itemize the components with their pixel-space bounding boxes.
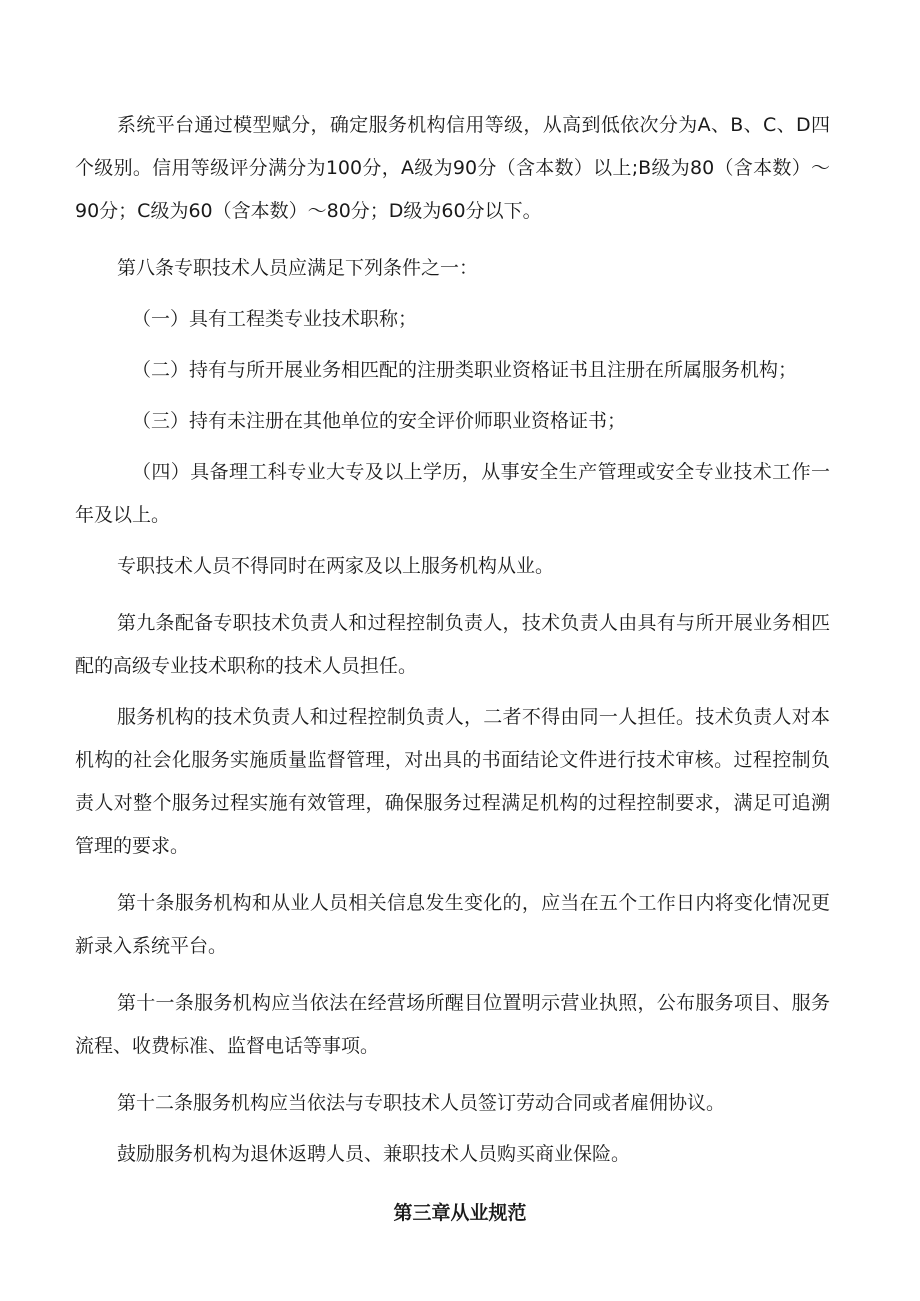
paragraph-insurance: 鼓励服务机构为退休返聘人员、兼职技术人员购买商业保险。 [117,1143,631,1165]
paragraph-no-dual-employment: 专职技术人员不得同时在两家及以上服务机构从业。 [117,555,555,577]
list-item-condition-2: （二）持有与所开展业务相匹配的注册类职业资格证书且注册在所属服务机构； [132,359,798,381]
list-item-condition-3: （三）持有未注册在其他单位的安全评价师职业资格证书； [132,410,627,432]
paragraph-article-11: 第十一条服务机构应当依法在经营场所醒目位置明示营业执照，公布服务项目、服务流程、收费标准、监督电话等事项。 [75,992,830,1057]
paragraph-article-9: 第九条配备专职技术负责人和过程控制负责人，技术负责人由具有与所开展业务相匹配的高级专业技术职称的技术人员担任。 [75,612,830,677]
chapter-heading: 第三章从业规范 [393,1202,527,1224]
list-item-condition-4: （四）具备理工科专业大专及以上学历，从事安全生产管理或安全专业技术工作一年及以上。 [75,461,830,526]
list-item-condition-1: （一）具有工程类专业技术职称； [132,308,418,330]
paragraph-article-12: 第十二条服务机构应当依法与专职技术人员签订劳动合同或者雇佣协议。 [117,1092,726,1114]
paragraph-credit-levels: 系统平台通过模型赋分，确定服务机构信用等级，从高到低依次分为A、B、C、D四个级别。信用等级评分满分为100分，A级为90分（含本数）以上;B级为80（含本数）〜90分；C级为60（含本数）〜80分；D级为60分以下。 [75,114,830,222]
paragraph-article-10: 第十条服务机构和从业人员相关信息发生变化的，应当在五个工作日内将变化情况更新录入系统平台。 [75,892,830,957]
paragraph-technical-lead: 服务机构的技术负责人和过程控制负责人，二者不得由同一人担任。技术负责人对本机构的社会化服务实施质量监督管理，对出具的书面结论文件进行技术审核。过程控制负责人对整个服务过程实施有效管理，确保服务过程满足机构的过程控制要求，满足可追溯管理的要求。 [75,706,830,857]
paragraph-article-8: 第八条专职技术人员应满足下列条件之一： [117,257,479,279]
